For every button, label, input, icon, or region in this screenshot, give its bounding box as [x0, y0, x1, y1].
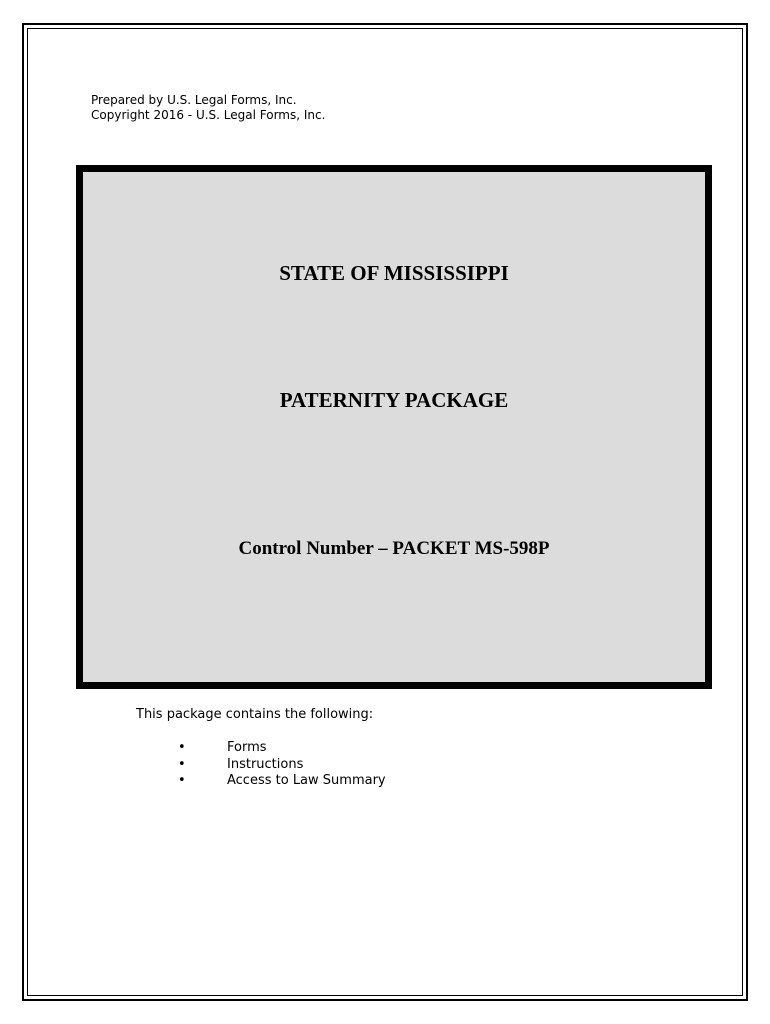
bullet-icon: •: [178, 740, 186, 755]
contents-intro: This package contains the following:: [136, 707, 374, 722]
package-title: PATERNITY PACKAGE: [279, 388, 509, 412]
control-number: Control Number – PACKET MS-598P: [238, 538, 550, 559]
prepared-by-line: Prepared by U.S. Legal Forms, Inc.: [91, 93, 297, 107]
preparer-block: [91, 93, 325, 123]
list-item-label: Access to Law Summary: [227, 773, 386, 788]
contents-list: [178, 740, 386, 790]
list-item-label: Instructions: [227, 756, 304, 772]
list-item-label: Forms: [227, 740, 267, 755]
list-item: [178, 740, 386, 757]
title-box: [76, 165, 712, 689]
bullet-icon: •: [178, 773, 186, 788]
list-item: [178, 757, 386, 774]
bullet-icon: •: [178, 756, 186, 772]
list-item: [178, 773, 386, 790]
copyright-line: Copyright 2016 - U.S. Legal Forms, Inc.: [91, 108, 326, 122]
state-title: STATE OF MISSISSIPPI: [279, 261, 509, 285]
